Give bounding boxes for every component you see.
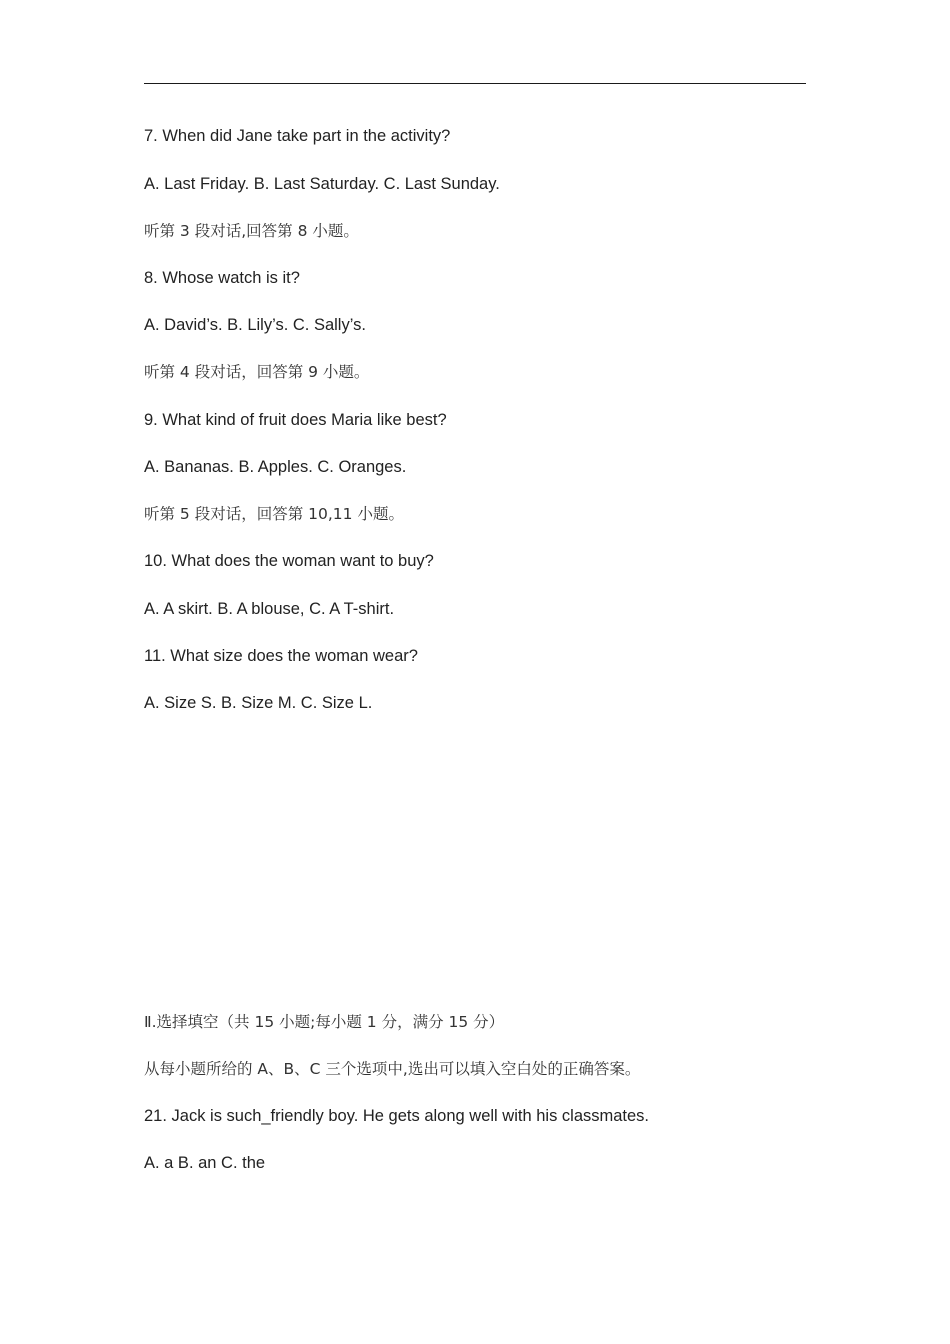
- question-9-options: A. Bananas. B. Apples. C. Oranges.: [144, 458, 407, 476]
- dialogue-4-instruction: 听第 4 段对话，回答第 9 小题。: [144, 363, 370, 381]
- question-7-options: A. Last Friday. B. Last Saturday. C. Last Sunday.: [144, 175, 500, 193]
- question-10: 10. What does the woman want to buy?: [144, 552, 434, 570]
- question-9: 9. What kind of fruit does Maria like best?: [144, 411, 447, 429]
- question-10-options: A. A skirt. B. A blouse, C. A T-shirt.: [144, 600, 395, 618]
- question-21-options: A. a B. an C. the: [144, 1154, 266, 1172]
- question-8: 8. Whose watch is it?: [144, 269, 300, 287]
- section-2-heading: Ⅱ.选择填空（共 15 小题;每小题 1 分，满分 15 分）: [144, 1013, 505, 1031]
- section-2-instruction: 从每小题所给的 A、B、C 三个选项中,选出可以填入空白处的正确答案。: [144, 1060, 641, 1078]
- question-21: 21. Jack is such_friendly boy. He gets along well with his classmates.: [144, 1107, 650, 1125]
- dialogue-3-instruction: 听第 3 段对话,回答第 8 小题。: [144, 222, 359, 240]
- question-11-options: A. Size S. B. Size M. C. Size L.: [144, 694, 373, 712]
- question-8-options: A. David’s. B. Lily’s. C. Sally’s.: [144, 316, 366, 334]
- dialogue-5-instruction: 听第 5 段对话，回答第 10,11 小题。: [144, 505, 404, 523]
- question-7: 7. When did Jane take part in the activity?: [144, 127, 451, 145]
- question-11: 11. What size does the woman wear?: [144, 647, 418, 665]
- header-rule: [144, 83, 806, 84]
